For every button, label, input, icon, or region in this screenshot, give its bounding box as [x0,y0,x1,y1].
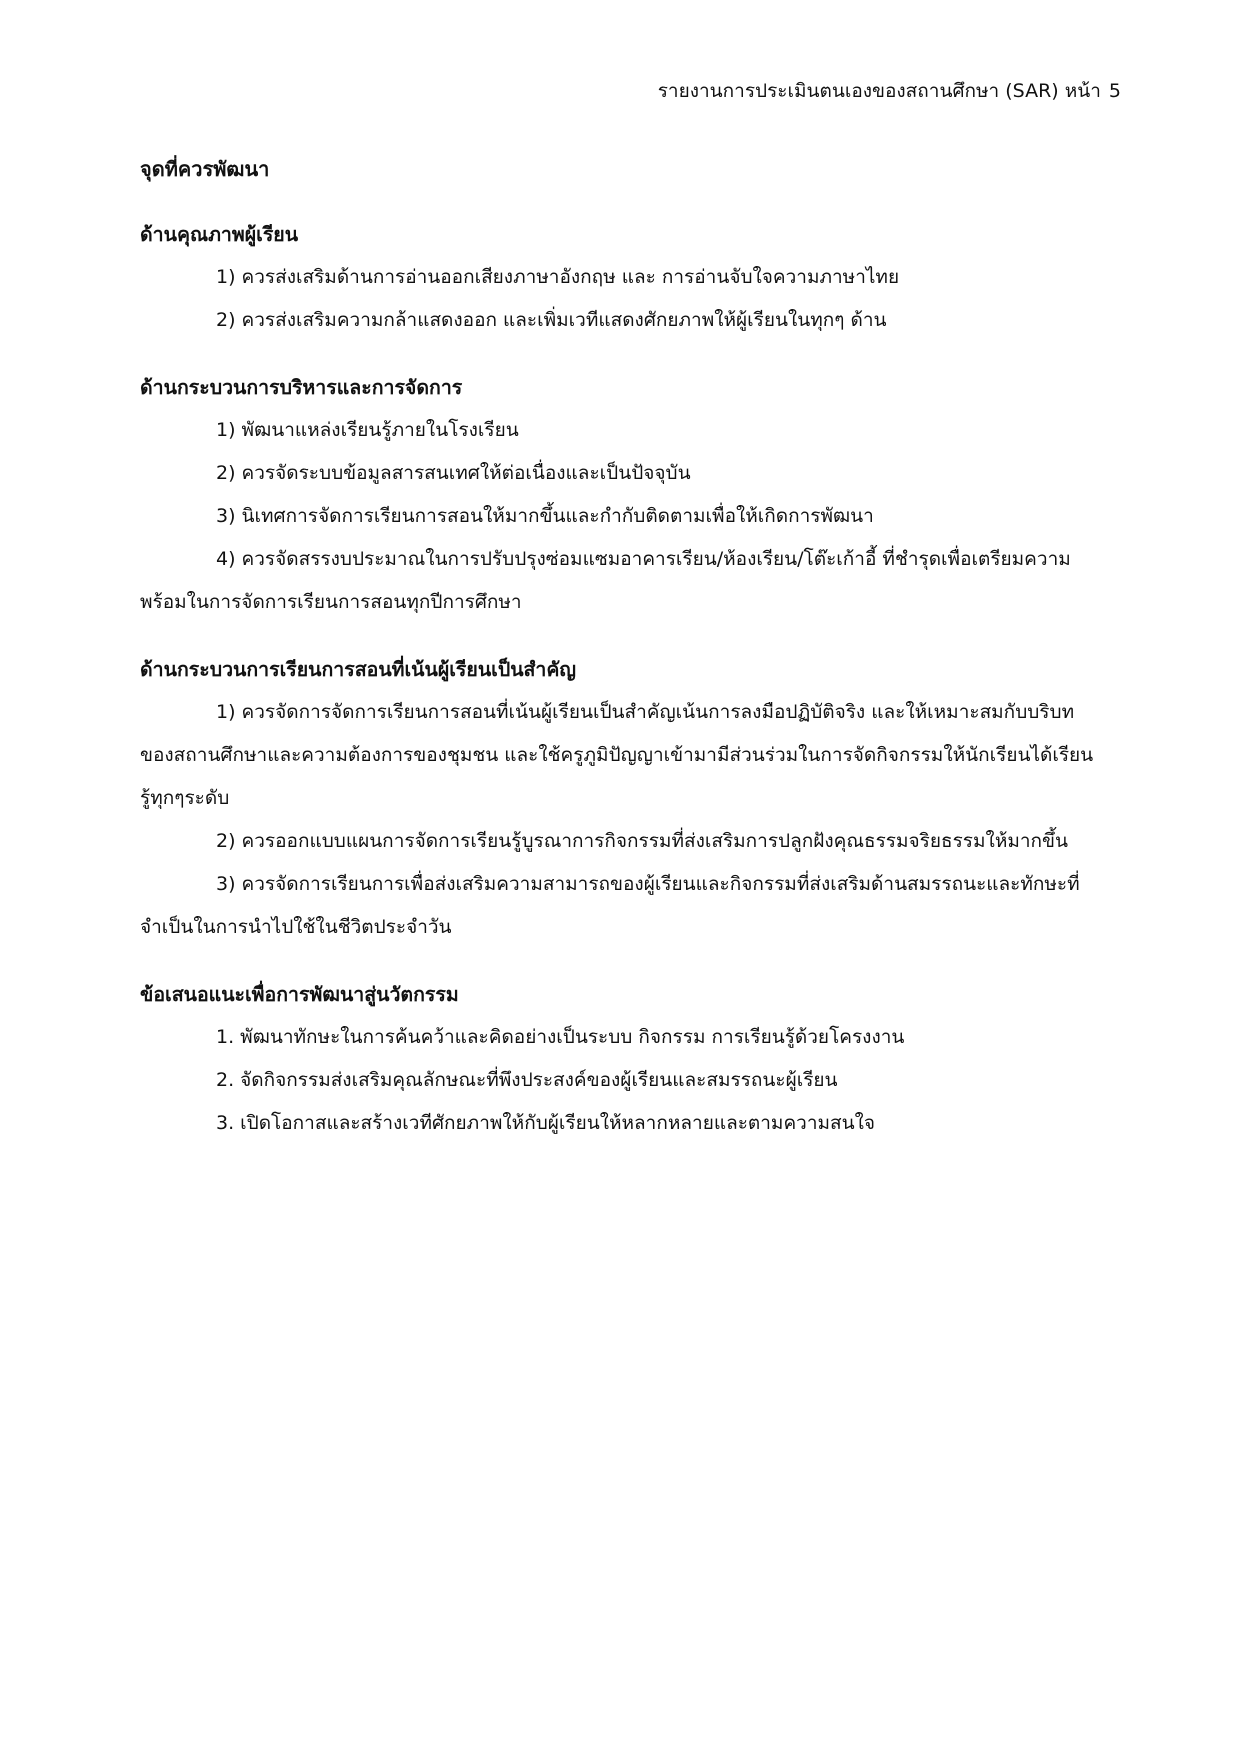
section-innovation-suggestions [140,973,1100,1145]
section-heading: ด้านกระบวนการเรียนการสอนที่เน้นผู้เรียนเป็นสำคัญ [140,658,577,681]
list-item: 3. เปิดโอกาสและสร้างเวทีศักยภาพให้กับผู้เรียนให้หลากหลายและตามความสนใจ [216,1112,876,1134]
spacer [140,949,1100,973]
section-heading: ด้านกระบวนการบริหารและการจัดการ [140,376,463,399]
list-item: 2) ควรจัดระบบข้อมูลสารสนเทศให้ต่อเนื่องและเป็นปัจจุบัน [216,462,691,484]
list-item: 4) ควรจัดสรรงบประมาณในการปรับปรุงซ่อมแซมอาคารเรียน/ห้องเรียน/โต๊ะเก้าอี้ ที่ชำรุดเพื่อเตรียมความพร้อมในการจัดการเรียนการสอนทุกปีการศึกษา [140,548,1071,613]
list-item: 2) ควรส่งเสริมความกล้าแสดงออก และเพิ่มเวทีแสดงศักยภาพให้ผู้เรียนในทุกๆ ด้าน [216,309,887,331]
document-body [140,148,1100,1145]
list-item: 1. พัฒนาทักษะในการค้นคว้าและคิดอย่างเป็นระบบ กิจกรรม การเรียนรู้ด้วยโครงงาน [216,1026,905,1048]
list-item: 2. จัดกิจกรรมส่งเสริมคุณลักษณะที่พึงประสงค์ของผู้เรียนและสมรรถนะผู้เรียน [216,1069,838,1091]
section-learner-quality [140,213,1100,342]
spacer [140,624,1100,648]
list-item: 3) ควรจัดการเรียนการเพื่อส่งเสริมความสามารถของผู้เรียนและกิจกรรมที่ส่งเสริมด้านสมรรถนะและทักษะที่จำเป็นในการนำไปใช้ในชีวิตประจำวัน [140,873,1080,938]
section-heading: ข้อเสนอแนะเพื่อการพัฒนาสู่นวัตกรรม [140,983,459,1006]
page-number: 5 [1108,80,1121,102]
spacer [140,191,1100,213]
running-header [658,76,1121,106]
section-heading: ด้านคุณภาพผู้เรียน [140,223,299,246]
list-item: 3) นิเทศการจัดการเรียนการสอนให้มากขึ้นและกำกับติดตามเพื่อให้เกิดการพัฒนา [216,505,874,527]
spacer [140,342,1100,366]
list-item: 1) ควรจัดการจัดการเรียนการสอนที่เน้นผู้เรียนเป็นสำคัญเน้นการลงมือปฏิบัติจริง และให้เหมาะสมกับบริบทของสถานศึกษาและความต้องการของชุมชน และใช้ครูภูมิปัญญาเข้ามามีส่วนร่วมในการจัดกิจกรรมให้นักเรียนได้เรียนรู้ทุกๆระดับ [140,701,1094,809]
main-heading: จุดที่ควรพัฒนา [140,157,270,181]
list-item: 1) พัฒนาแหล่งเรียนรู้ภายในโรงเรียน [216,419,519,441]
list-item: 1) ควรส่งเสริมด้านการอ่านออกเสียงภาษาอังกฤษ และ การอ่านจับใจความภาษาไทย [216,266,900,288]
section-administration [140,366,1100,624]
section-learner-centered-teaching [140,648,1100,949]
header-title: รายงานการประเมินตนเองของสถานศึกษา (SAR) หน้า [657,80,1101,102]
list-item: 2) ควรออกแบบแผนการจัดการเรียนรู้บูรณาการกิจกรรมที่ส่งเสริมการปลูกฝังคุณธรรมจริยธรรมให้มากขึ้น [216,830,1069,852]
